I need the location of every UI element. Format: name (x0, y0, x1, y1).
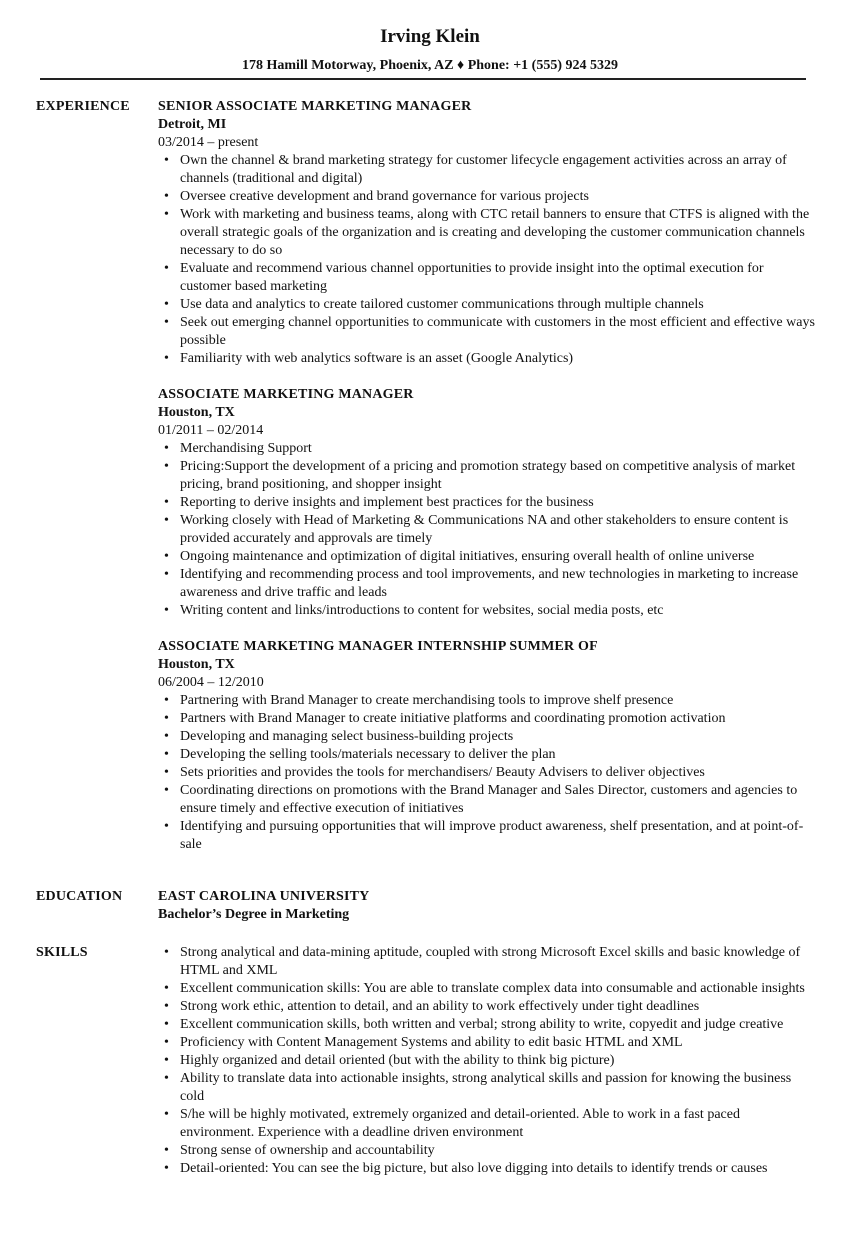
job-dates: 01/2011 – 02/2014 (158, 423, 264, 438)
skill-item: • Highly organized and detail oriented (but with the ability to think big picture) (158, 1052, 816, 1070)
education-section (36, 888, 816, 924)
skill-item: • Strong analytical and data-mining aptitude, coupled with strong Microsoft Excel skills and basic knowledge of HTML and XML (158, 944, 816, 980)
bullet-item: • Reporting to derive insights and implement best practices for the business (158, 494, 816, 512)
job-title: ASSOCIATE MARKETING MANAGER (158, 387, 414, 402)
skill-item: • Proficiency with Content Management Systems and ability to edit basic HTML and XML (158, 1034, 816, 1052)
skill-item: • Detail-oriented: You can see the big picture, but also love digging into details to identify trends or causes (158, 1160, 816, 1178)
bullet-item: • Own the channel & brand marketing strategy for customer lifecycle engagement activities across an array of channels (traditional and digital) (158, 152, 816, 188)
bullet-item: • Use data and analytics to create tailored customer communications through multiple channels (158, 296, 816, 314)
bullet-item: • Pricing:Support the development of a pricing and promotion strategy based on competitive analysis of market pricing, brand positioning, and shopper insight (158, 458, 816, 494)
bullet-item: • Familiarity with web analytics software is an asset (Google Analytics) (158, 350, 816, 368)
job-title: SENIOR ASSOCIATE MARKETING MANAGER (158, 99, 472, 114)
experience-body (158, 98, 816, 854)
job-dates: 03/2014 – present (158, 135, 259, 150)
section-label-experience: EXPERIENCE (36, 99, 130, 114)
bullet-item: • Working closely with Head of Marketing & Communications NA and other stakeholders to ensure content is provided accurately and approvals are timely (158, 512, 816, 548)
skill-item: • Strong work ethic, attention to detail, and an ability to work effectively under tight deadlines (158, 998, 816, 1016)
job-location: Houston, TX (158, 657, 235, 672)
section-label-skills: SKILLS (36, 945, 88, 960)
job-location: Detroit, MI (158, 117, 227, 132)
skill-item: • Excellent communication skills, both written and verbal; strong ability to write, copyedit and judge creative (158, 1016, 816, 1034)
job-bullets (158, 152, 816, 368)
bullet-item: • Evaluate and recommend various channel opportunities to provide insight into the optimal execution for customer based marketing (158, 260, 816, 296)
skill-item: • S/he will be highly motivated, extremely organized and detail-oriented. Able to work in a fast paced environment. Experience with a deadline driven environment (158, 1106, 816, 1142)
bullet-item: • Sets priorities and provides the tools for merchandisers/ Beauty Advisers to deliver objectives (158, 764, 816, 782)
resume-header (0, 0, 860, 75)
job-entry (158, 638, 816, 854)
job-dates: 06/2004 – 12/2010 (158, 675, 264, 690)
bullet-item: • Work with marketing and business teams, along with CTC retail banners to ensure that CTFS is aligned with the overall strategic goals of the organization and is creating and developing the customer communication channels necessary to do so (158, 206, 816, 260)
job-entry (158, 386, 816, 620)
bullet-item: • Oversee creative development and brand governance for various projects (158, 188, 816, 206)
bullet-item: • Developing and managing select business-building projects (158, 728, 816, 746)
bullet-item: • Identifying and pursuing opportunities that will improve product awareness, shelf presentation, and at point-of-sale (158, 818, 816, 854)
degree-name: Bachelor’s Degree in Marketing (158, 907, 350, 922)
bullet-item: • Partnering with Brand Manager to create merchandising tools to improve shelf presence (158, 692, 816, 710)
skills-section (36, 944, 816, 1178)
job-location: Houston, TX (158, 405, 235, 420)
education-body (158, 888, 816, 924)
bullet-item: • Merchandising Support (158, 440, 816, 458)
skill-item: • Ability to translate data into actionable insights, strong analytical skills and passion for knowing the business cold (158, 1070, 816, 1106)
experience-section (36, 98, 816, 872)
job-bullets (158, 692, 816, 854)
skill-item: • Excellent communication skills: You are able to translate complex data into consumable and actionable insights (158, 980, 816, 998)
header-divider (40, 78, 806, 80)
bullet-item: • Partners with Brand Manager to create initiative platforms and coordinating promotion activation (158, 710, 816, 728)
job-bullets (158, 440, 816, 620)
skills-list (158, 944, 816, 1178)
bullet-item: • Writing content and links/introductions to content for websites, social media posts, etc (158, 602, 816, 620)
job-title: ASSOCIATE MARKETING MANAGER INTERNSHIP SUMMER OF (158, 639, 598, 654)
bullet-item: • Seek out emerging channel opportunities to communicate with customers in the most efficient and effective ways possible (158, 314, 816, 350)
bullet-item: • Coordinating directions on promotions with the Brand Manager and Sales Director, customers and agencies to ensure timely and effective execution of initiatives (158, 782, 816, 818)
school-name: EAST CAROLINA UNIVERSITY (158, 889, 370, 904)
job-entry (158, 98, 816, 368)
skills-body (158, 944, 816, 1178)
contact-line: 178 Hamill Motorway, Phoenix, AZ ♦ Phone: +1 (555) 924 5329 (242, 58, 618, 73)
section-label-education: EDUCATION (36, 889, 123, 904)
bullet-item: • Identifying and recommending process and tool improvements, and new technologies in marketing to increase awareness and drive traffic and leads (158, 566, 816, 602)
bullet-item: • Ongoing maintenance and optimization of digital initiatives, ensuring overall health of online universe (158, 548, 816, 566)
bullet-item: • Developing the selling tools/materials necessary to deliver the plan (158, 746, 816, 764)
candidate-name: Irving Klein (380, 26, 480, 47)
skill-item: • Strong sense of ownership and accountability (158, 1142, 816, 1160)
